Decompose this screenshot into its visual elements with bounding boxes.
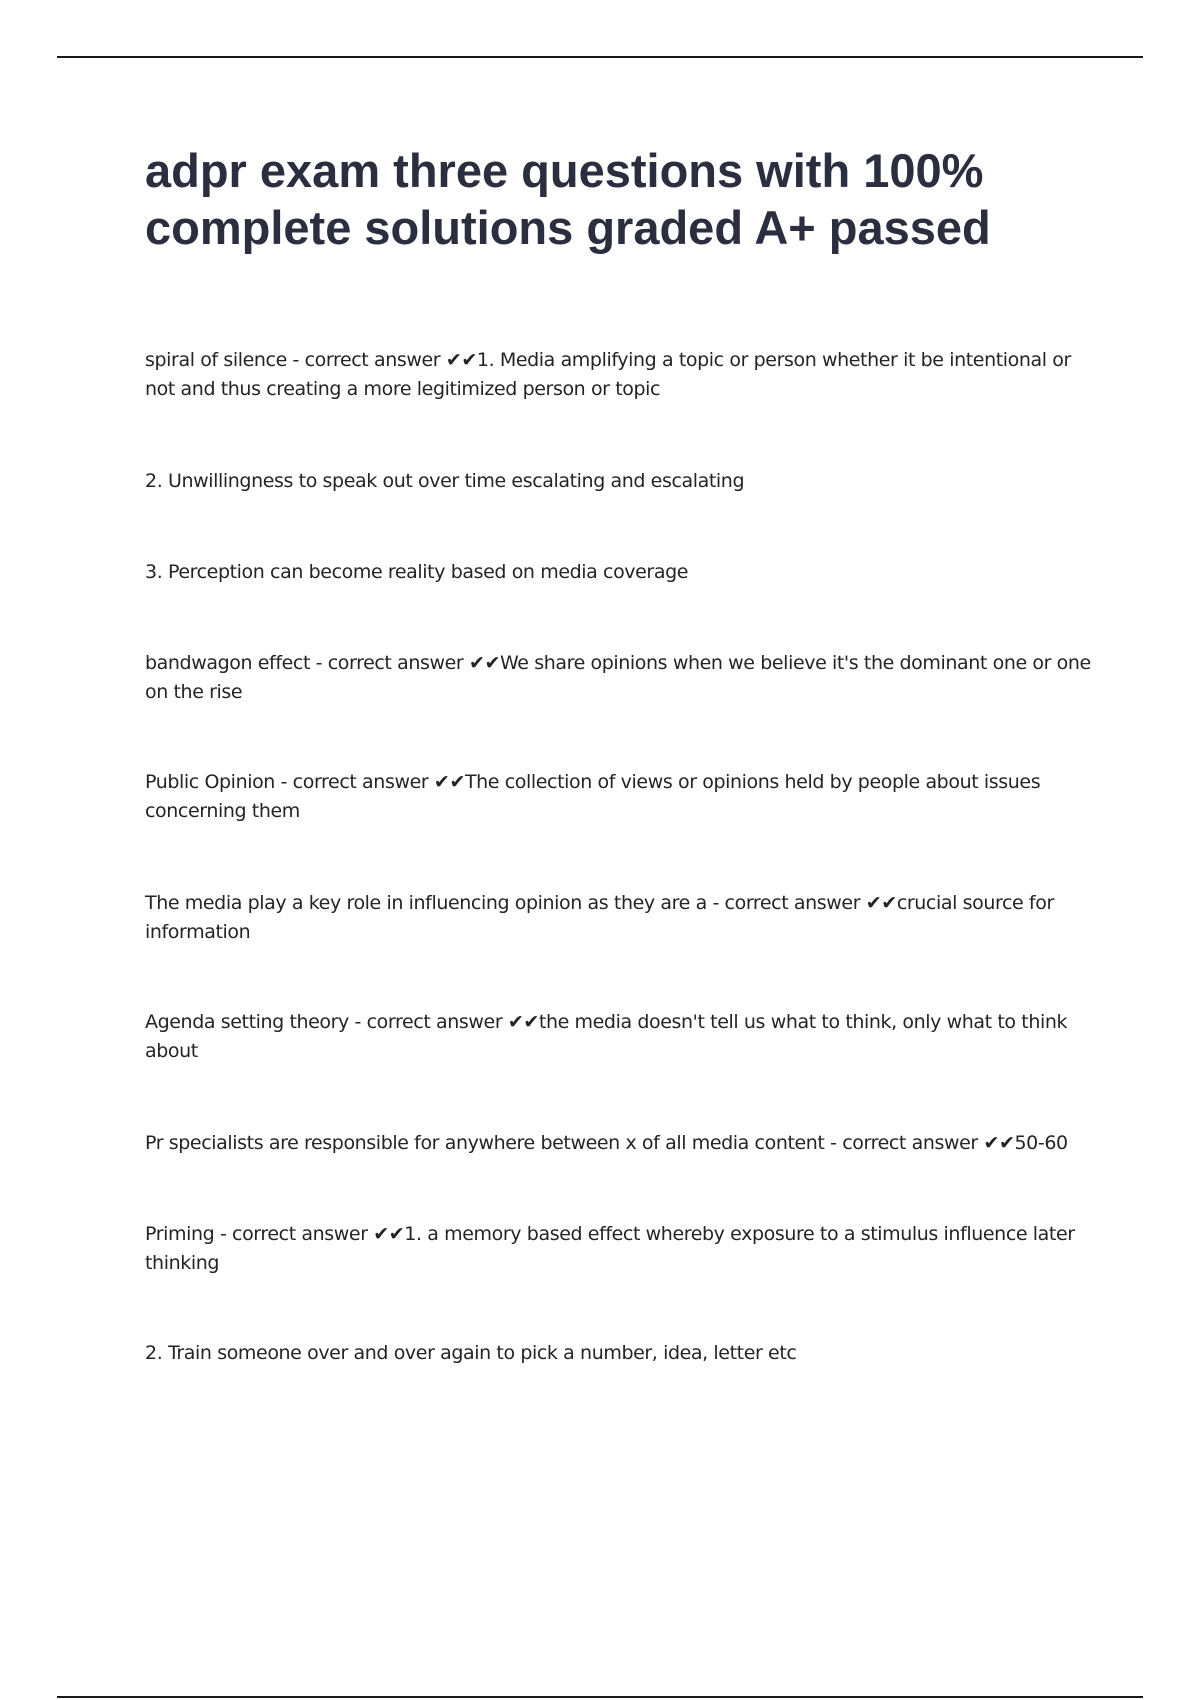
paragraph-train-someone: 2. Train someone over and over again to pick a number, idea, letter etc — [145, 1342, 797, 1364]
paragraph-spiral-of-silence: spiral of silence - correct answer ✔✔1. Media amplifying a topic or person whether it be intentional or not and thus creating a more legitimized person or topic — [145, 349, 1071, 400]
paragraph-pr-specialists: Pr specialists are responsible for anywhere between x of all media content - correct answer ✔✔50-60 — [145, 1132, 1068, 1154]
paragraph-public-opinion: Public Opinion - correct answer ✔✔The collection of views or opinions held by people about issues concerning them — [145, 771, 1041, 822]
bottom-divider — [57, 1696, 1143, 1698]
paragraph-media-role: The media play a key role in influencing opinion as they are a - correct answer ✔✔crucial source for information — [145, 892, 1054, 943]
paragraph-perception: 3. Perception can become reality based on media coverage — [145, 561, 689, 583]
paragraph-unwillingness: 2. Unwillingness to speak out over time escalating and escalating — [145, 470, 745, 492]
top-divider — [57, 56, 1143, 58]
document-title: adpr exam three questions with 100% complete solutions graded A+ passed — [145, 144, 991, 254]
paragraph-bandwagon-effect: bandwagon effect - correct answer ✔✔We share opinions when we believe it's the dominant one or one on the rise — [145, 652, 1091, 703]
paragraph-priming: Priming - correct answer ✔✔1. a memory based effect whereby exposure to a stimulus influence later thinking — [145, 1223, 1075, 1274]
paragraph-agenda-setting: Agenda setting theory - correct answer ✔✔the media doesn't tell us what to think, only what to think about — [145, 1011, 1068, 1062]
